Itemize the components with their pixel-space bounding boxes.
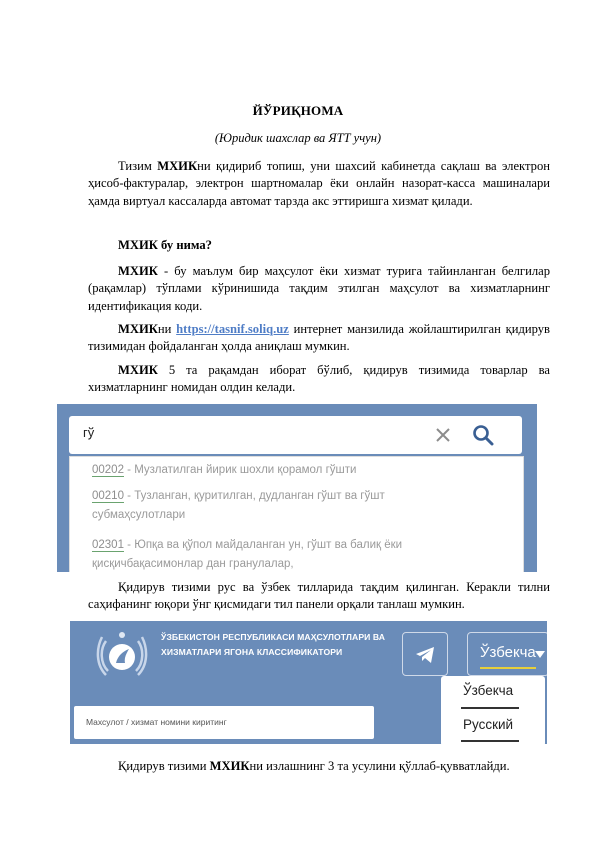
suggestion-list (69, 456, 524, 572)
tasnif-link[interactable]: https://tasnif.soliq.uz (176, 322, 289, 336)
paragraph-languages: Қидирув тизими рус ва ўзбек тилларида тақдим қилинган. Керакли тилни саҳифанинг юқори ўнг қисмидаги тил панели орқали танлаш мумкин. (88, 580, 550, 612)
document-title: ЙЎРИҚНОМА (252, 103, 344, 118)
emblem-logo-icon (96, 627, 148, 683)
suggestion-item[interactable]: 02301 - Юпқа ва қўпол майдаланган ун, гўшт ва балиқ ёки қисқичбақасимонлар дан гранулалар, (92, 539, 403, 570)
product-search-placeholder: Махсулот / хизмат номини киритинг (86, 717, 227, 727)
divider (461, 740, 519, 742)
paragraph-search-methods: Қидирув тизими МХИКни излашнинг 3 та усулини қўллаб-қувватлайди. (118, 759, 510, 773)
paragraph-code-format: МХИК 5 та рақамдан иборат бўлиб, қидирув тизимида товарлар ва хизматларнинг номидан олдин келади. (88, 363, 550, 395)
language-selector[interactable] (467, 632, 547, 676)
suggestion-item[interactable]: 00202 - Музлатилган йирик шохли қорамол гўшти (92, 464, 357, 476)
search-screenshot (57, 404, 537, 572)
search-icon[interactable] (472, 424, 494, 446)
section-heading: МХИК бу нима? (118, 238, 212, 252)
product-search-input[interactable] (74, 706, 374, 739)
org-name: ЎЗБЕКИСТОН РЕСПУБЛИКАСИ МАҲСУЛОТЛАРИ ВА ХИЗМАТЛАРИ ЯГОНА КЛАССИФИКАТОРИ (161, 632, 386, 657)
language-option-uzbek[interactable]: Ўзбекча (463, 683, 514, 698)
language-selected-label: Ўзбекча (480, 644, 536, 661)
paragraph-definition: МХИК - бу маълум бир маҳсулот ёки хизмат турига тайинланган белгилар (рақамлар) тўплами кўринишида тақдим этилган маҳсулот ва хизматларнинг идентификация коди. (88, 264, 550, 313)
suggestion-item[interactable]: 00210 - Тузланган, қуритилган, дудланган гўшт ва гўшт субмаҳсулотлари (92, 490, 385, 521)
language-dropdown (441, 676, 545, 744)
paragraph-intro: Тизим МХИКни қидириб топиш, уни шахсий кабинетда сақлаш ва электрон ҳисоб-фактуралар, электрон шартномалар ёки онлайн назорат-касса машиналари ҳамда виртуал кассаларда автомат тарзда акс эттиришга хизмат қилади. (88, 159, 550, 208)
search-input[interactable]: гў (83, 425, 95, 440)
divider (461, 707, 519, 709)
chevron-down-icon (535, 651, 545, 658)
language-option-russian[interactable]: Русский (463, 717, 514, 732)
telegram-icon (403, 633, 447, 675)
language-underline (480, 667, 536, 669)
close-icon[interactable] (434, 426, 452, 444)
document-subtitle: (Юридик шахслар ва ЯТТ учун) (214, 131, 382, 145)
header-screenshot (70, 621, 547, 744)
telegram-button[interactable] (402, 632, 448, 676)
paragraph-where-to-find: МХИКни https://tasnif.soliq.uz интернет манзилида жойлаштирилган қидирув тизимидан фойдаланган ҳолда аниқлаш мумкин. (88, 322, 550, 354)
search-bar[interactable] (69, 416, 522, 454)
